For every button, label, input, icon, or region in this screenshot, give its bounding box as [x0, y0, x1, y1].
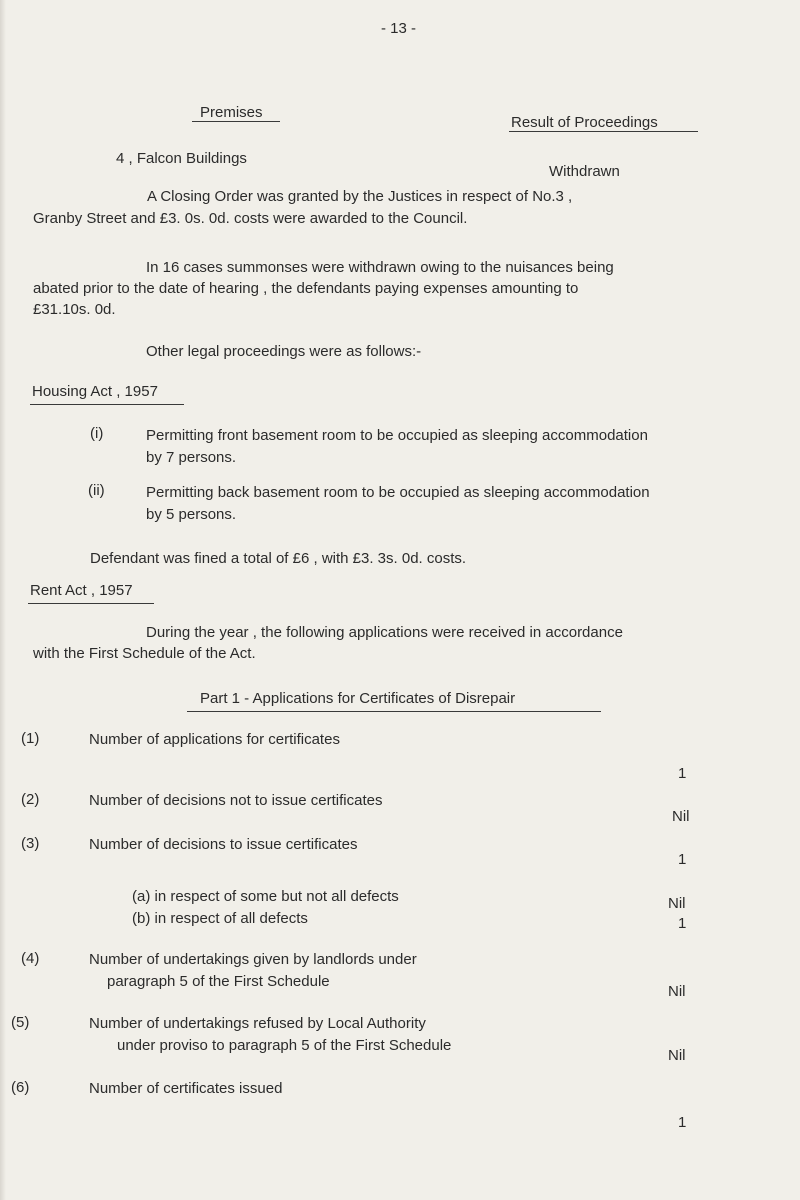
row-4-value: Nil — [668, 983, 686, 1000]
part-1-underline — [187, 711, 601, 712]
row-3-number: (3) — [21, 835, 40, 852]
row-6-number: (6) — [11, 1079, 30, 1096]
row-3a-value: Nil — [668, 895, 686, 912]
premises-underline — [192, 121, 280, 122]
part-1-heading: Part 1 - Applications for Certificates of Disrepair — [200, 690, 516, 707]
row-3a-label: (a) in respect of some but not all defects — [132, 888, 399, 905]
row-1-number: (1) — [21, 730, 40, 747]
housing-act-heading: Housing Act , 1957 — [32, 383, 158, 400]
row-3b-value: 1 — [678, 915, 687, 932]
housing-fine-text: Defendant was fined a total of £6 , with £3. 3s. 0d. costs. — [90, 550, 467, 567]
row-5-label-line-1: Number of undertakings refused by Local Authority — [89, 1015, 426, 1032]
rent-intro-line-2: with the First Schedule of the Act. — [33, 645, 256, 662]
summonses-line-3: £31.10s. 0d. — [33, 301, 116, 318]
row-4-label-line-1: Number of undertakings given by landlords under — [89, 951, 417, 968]
result-underline — [509, 131, 698, 132]
row-2-number: (2) — [21, 791, 40, 808]
page-number: - 13 - — [381, 20, 417, 37]
housing-act-underline — [30, 404, 184, 405]
closing-order-line-2: Granby Street and £3. 0s. 0d. costs were awarded to the Council. — [33, 210, 468, 227]
row-1-label: Number of applications for certificates — [89, 731, 340, 748]
row-4-label-line-2: paragraph 5 of the First Schedule — [107, 973, 330, 990]
column-header-result: Result of Proceedings — [511, 114, 658, 131]
row-2-value: Nil — [672, 808, 690, 825]
row-6-label: Number of certificates issued — [89, 1080, 283, 1097]
row-5-number: (5) — [11, 1014, 30, 1031]
summonses-line-2: abated prior to the date of hearing , the defendants paying expenses amounting to — [33, 280, 579, 297]
rent-act-heading: Rent Act , 1957 — [30, 582, 133, 599]
housing-item-1-line-1: Permitting front basement room to be occupied as sleeping accommodation — [146, 427, 648, 444]
row-2-label: Number of decisions not to issue certificates — [89, 792, 383, 809]
housing-item-2-line-2: by 5 persons. — [146, 506, 237, 523]
rent-intro-line-1: During the year , the following applications were received in accordance — [146, 624, 623, 641]
summonses-line-1: In 16 cases summonses were withdrawn owing to the nuisances being — [146, 259, 614, 276]
closing-order-line-1: A Closing Order was granted by the Justices in respect of No.3 , — [147, 188, 573, 205]
housing-item-1-number: (i) — [90, 425, 104, 442]
row-5-value: Nil — [668, 1047, 686, 1064]
housing-item-2-number: (ii) — [88, 482, 105, 499]
page-edge-shadow — [0, 0, 6, 1200]
housing-item-1-line-2: by 7 persons. — [146, 449, 237, 466]
row-6-value: 1 — [678, 1114, 687, 1131]
case-result: Withdrawn — [549, 163, 620, 180]
other-proceedings-text: Other legal proceedings were as follows:- — [146, 343, 422, 360]
row-3-value: 1 — [678, 851, 687, 868]
column-header-premises: Premises — [200, 104, 263, 121]
row-5-label-line-2: under proviso to paragraph 5 of the First Schedule — [117, 1037, 452, 1054]
rent-act-underline — [28, 603, 154, 604]
case-premises: 4 , Falcon Buildings — [116, 150, 247, 167]
row-3b-label: (b) in respect of all defects — [132, 910, 308, 927]
housing-item-2-line-1: Permitting back basement room to be occupied as sleeping accommodation — [146, 484, 650, 501]
row-3-label: Number of decisions to issue certificates — [89, 836, 358, 853]
row-1-value: 1 — [678, 765, 687, 782]
row-4-number: (4) — [21, 950, 40, 967]
